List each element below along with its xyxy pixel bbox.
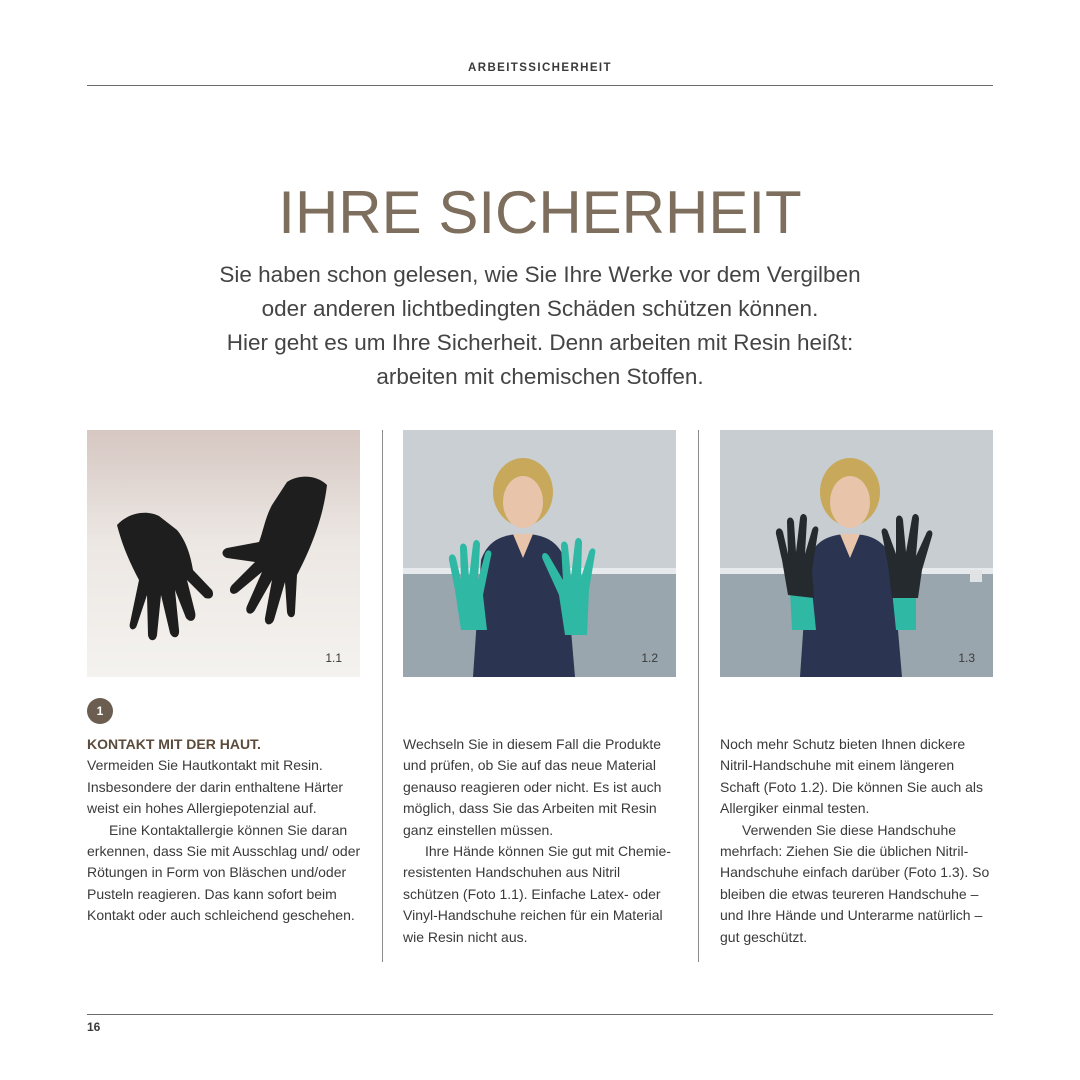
header-rule bbox=[87, 85, 993, 86]
page-title: IHRE SICHERHEIT bbox=[278, 179, 802, 246]
paragraph: Noch mehr Schutz bieten Ihnen dickere Nitril-Handschuhe mit einem längeren Schaft (Foto 1.2). Die können Sie auch als Allergiker einmal testen. bbox=[720, 736, 984, 817]
footer-rule bbox=[87, 1014, 993, 1015]
text-column-3 bbox=[720, 734, 996, 948]
photo-turquoise-gloves bbox=[403, 430, 676, 677]
intro-line: Sie haben schon gelesen, wie Sie Ihre Werke vor dem Vergilben bbox=[219, 262, 861, 287]
text-column-2 bbox=[403, 734, 679, 948]
photo-label: 1.3 bbox=[958, 651, 975, 665]
photo-label: 1.2 bbox=[641, 651, 658, 665]
photo-double-gloves bbox=[720, 430, 993, 677]
column-divider bbox=[698, 430, 699, 962]
text-column-1 bbox=[87, 734, 363, 927]
section-number-badge: 1 bbox=[87, 698, 113, 724]
photo-gloves-on-table bbox=[87, 430, 360, 677]
face bbox=[830, 476, 870, 528]
section-heading: KONTAKT MIT DER HAUT. bbox=[87, 736, 261, 752]
intro-line: oder anderen lichtbedingten Schäden schützen können. bbox=[261, 296, 819, 321]
running-head: ARBEITSSICHERHEIT bbox=[468, 62, 612, 74]
gloved-hands-illustration bbox=[87, 430, 360, 677]
intro-line: arbeiten mit chemischen Stoffen. bbox=[376, 364, 704, 389]
intro-line: Hier geht es um Ihre Sicherheit. Denn arbeiten mit Resin heißt: bbox=[226, 330, 854, 355]
paragraph: Vermeiden Sie Hautkontakt mit Resin. Insbesondere der darin enthaltene Härter weist ein hohes Allergiepotenzial auf. bbox=[87, 757, 344, 817]
photo-label: 1.1 bbox=[325, 651, 342, 665]
person-double-gloves-illustration bbox=[720, 430, 993, 677]
column-divider bbox=[382, 430, 383, 962]
paragraph: Verwenden Sie diese Handschuhe mehrfach: Ziehen Sie die üblichen Nitril-Handschuhe einfach darüber (Foto 1.3). So bleiben die etwas teureren Handschuhe – und Ihre Hände und Unterarme natürlich – gut geschützt. bbox=[720, 821, 990, 945]
person-turquoise-gloves-illustration bbox=[403, 430, 676, 677]
intro-paragraph bbox=[140, 258, 940, 394]
paragraph: Ihre Hände können Sie gut mit Chemie-resistenten Handschuhen aus Nitril schützen (Foto 1.1). Einfache Latex- oder Vinyl-Handschuhe reichen für ein Material wie Resin nicht aus. bbox=[403, 843, 671, 945]
face bbox=[503, 476, 543, 528]
paragraph: Eine Kontaktallergie können Sie daran erkennen, dass Sie mit Ausschlag und/ oder Rötungen in Form von Bläschen und/oder Pusteln reagieren. Das kann sofort beim Kontakt oder auch schleichend geschehen. bbox=[87, 821, 361, 924]
paragraph: Wechseln Sie in diesem Fall die Produkte und prüfen, ob Sie auf das neue Material genauso reagieren oder nicht. Es ist auch möglich, dass Sie das Arbeiten mit Resin ganz einstellen müssen. bbox=[403, 736, 662, 838]
page-number: 16 bbox=[87, 1020, 101, 1034]
